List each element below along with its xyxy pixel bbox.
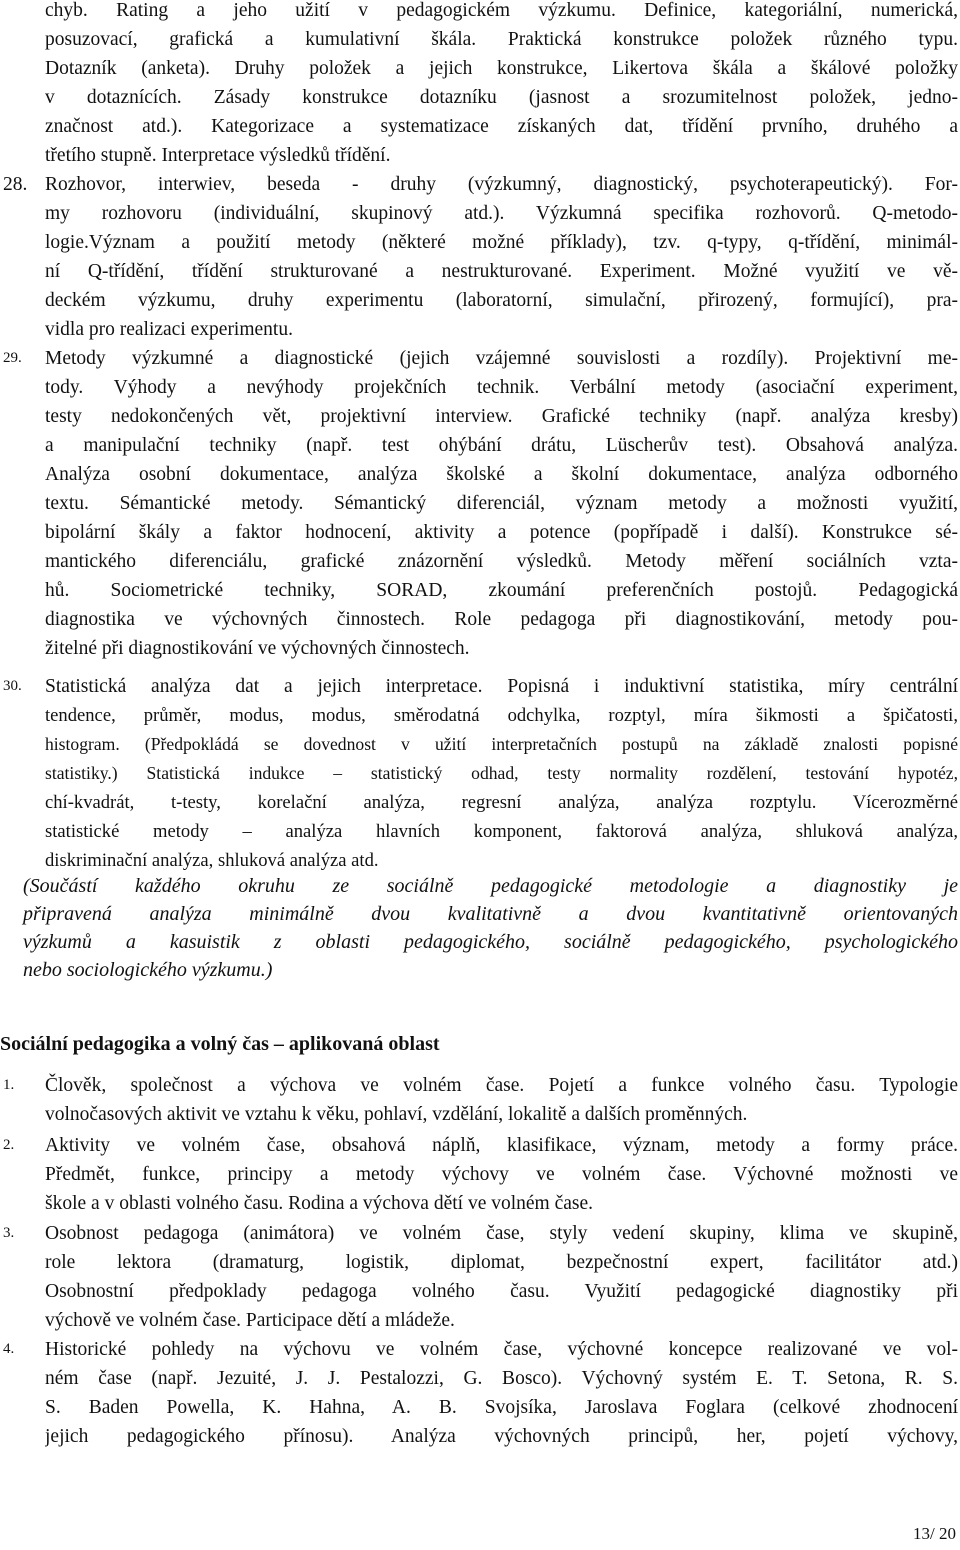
- section-text: [45, 344, 958, 663]
- topic-number: 2.: [3, 1137, 15, 1153]
- text-line: Předmět, funkce, principy a metody výchovy ve volném čase. Výchovné možnosti ve: [45, 1164, 958, 1185]
- text-line: diskriminační analýza, shluková analýza atd.: [45, 850, 379, 871]
- text-line: ní Q-třídění, třídění strukturované a nestrukturované. Experiment. Možné využití ve vě-: [45, 261, 958, 282]
- text-line: statistiky.) Statistická indukce – statistický odhad, testy normality rozdělení, testování hypotéz,: [45, 763, 958, 783]
- text-line: třetího stupně. Interpretace výsledků třídění.: [45, 145, 391, 166]
- text-line: žitelné při diagnostikování ve výchovných činnostech.: [45, 638, 470, 659]
- text-line: mantického diferenciálu, grafické znázornění výsledků. Metody měření sociálních vzta-: [45, 551, 958, 572]
- text-line: textu. Sémantické metody. Sémantický diferenciál, význam metody a možnosti využití,: [45, 493, 958, 514]
- text-line: výchově ve volném čase. Participace dětí a mládeže.: [45, 1310, 455, 1331]
- topic-number: 3.: [3, 1225, 15, 1241]
- text-line: ném čase (např. Jezuité, J. J. Pestalozzi, G. Bosco). Výchovný systém E. T. Setona, R. S.: [45, 1368, 958, 1389]
- section-number: 29.: [3, 350, 22, 366]
- text-line: testy nedokončených vět, projektivní interview. Grafické techniky (např. analýza kresby): [45, 406, 958, 427]
- text-line: (Součástí každého okruhu ze sociálně pedagogické metodologie a diagnostiky je: [23, 875, 958, 897]
- text-line: hů. Sociometrické techniky, SORAD, zkoumání preferenčních postojů. Pedagogická: [45, 580, 958, 601]
- text-line: Člověk, společnost a výchova ve volném čase. Pojetí a funkce volného času. Typologie: [45, 1075, 958, 1096]
- text-line: Historické pohledy na výchovu ve volném čase, výchovné koncepce realizované ve vol-: [45, 1339, 958, 1360]
- section-heading: Sociální pedagogika a volný čas – aplikovaná oblast: [0, 1033, 440, 1055]
- topic-text: [45, 1335, 958, 1451]
- text-line: Osobnostní předpoklady pedagoga volného času. Využití pedagogické diagnostiky při: [45, 1281, 958, 1302]
- text-line: nebo sociologického výzkumu.): [23, 959, 273, 981]
- text-line: vidla pro realizaci experimentu.: [45, 319, 293, 340]
- topic-text: [45, 1219, 958, 1335]
- topic-text: [45, 1071, 958, 1129]
- text-line: diagnostika ve výchovných činnostech. Role pedagoga při diagnostikování, metody pou-: [45, 609, 958, 630]
- text-line: volnočasových aktivit ve vztahu k věku, pohlaví, vzdělání, lokalitě a dalších proměnných.: [45, 1104, 748, 1125]
- text-line: jejich pedagogického přínosu). Analýza výchovných principů, her, pojetí výchovy,: [45, 1426, 958, 1447]
- topic-text: [45, 1131, 958, 1218]
- text-line: připravená analýza minimálně dvou kvalitativně a dvou kvantitativně orientovaných: [23, 903, 958, 925]
- text-line: Osobnost pedagoga (animátora) ve volném čase, styly vedení skupiny, klima ve skupině,: [45, 1223, 958, 1244]
- topic-number: 1.: [3, 1077, 15, 1093]
- text-line: Metody výzkumné a diagnostické (jejich vzájemné souvislosti a rozdíly). Projektivní me-: [45, 348, 958, 369]
- text-line: logie.Význam a použití metody (některé možné příklady), tzv. q-typy, q-třídění, minimál-: [45, 232, 958, 253]
- text-line: Analýza osobní dokumentace, analýza školské a školní dokumentace, analýza odborného: [45, 464, 958, 485]
- continuation-text: [45, 0, 958, 170]
- text-line: chí-kvadrát, t-testy, korelační analýza, regresní analýza, analýza rozptylu. Vícerozměrné: [45, 792, 958, 813]
- text-line: škole a v oblasti volného času. Rodina a výchova dětí ve volném čase.: [45, 1193, 594, 1214]
- note-block: [23, 872, 958, 984]
- section-text: [45, 170, 958, 344]
- text-line: Statistická analýza dat a jejich interpretace. Popisná i induktivní statistika, míry centrální: [45, 676, 958, 697]
- section-text: [45, 672, 958, 875]
- text-line: my rozhovoru (individuální, skupinový atd.). Výzkumná specifika rozhovorů. Q-metodo-: [45, 203, 958, 224]
- text-line: v dotaznících. Zásady konstrukce dotazníku (jasnost a srozumitelnost položek, jedno-: [45, 87, 958, 108]
- page-number: 13/ 20: [913, 1524, 956, 1543]
- text-line: Dotazník (anketa). Druhy položek a jejich konstrukce, Likertova škála a škálové položky: [45, 58, 958, 79]
- text-line: statistické metody – analýza hlavních komponent, faktorová analýza, shluková analýza,: [45, 821, 958, 842]
- text-line: Aktivity ve volném čase, obsahová náplň, klasifikace, význam, metody a formy práce.: [45, 1135, 958, 1156]
- section-number: 30.: [3, 678, 22, 694]
- text-line: a manipulační techniky (např. test ohýbání drátu, Lüscherův test). Obsahová analýza.: [45, 435, 958, 456]
- text-line: značnost atd.). Kategorizace a systematizace získaných dat, třídění prvního, druhého a: [45, 116, 958, 137]
- topic-number: 4.: [3, 1341, 15, 1357]
- text-line: histogram. (Předpokládá se dovednost v užití interpretačních postupů na základě znalosti popisné: [45, 734, 958, 754]
- text-line: bipolární škály a faktor hodnocení, aktivity a potence (popřípadě i další). Konstrukce sé-: [45, 522, 958, 543]
- text-line: chyb. Rating a jeho užití v pedagogickém výzkumu. Definice, kategoriální, numerická,: [45, 0, 958, 21]
- text-line: posuzovací, grafická a kumulativní škála. Praktická konstrukce položek různého typu.: [45, 29, 958, 50]
- text-line: výzkumů a kasuistik z oblasti pedagogického, sociálně pedagogického, psychologického: [23, 931, 958, 953]
- text-line: deckém výzkumu, druhy experimentu (laboratorní, simulační, přirozený, formující), pra-: [45, 290, 958, 311]
- text-line: S. Baden Powella, K. Hahna, A. B. Svojsíka, Jaroslava Foglara (celkové zhodnocení: [45, 1397, 958, 1418]
- text-line: tody. Výhody a nevýhody projekčních technik. Verbální metody (asociační experiment,: [45, 377, 958, 398]
- text-line: role lektora (dramaturg, logistik, diplomat, bezpečnostní expert, facilitátor atd.): [45, 1252, 958, 1273]
- text-line: Rozhovor, interwiev, beseda - druhy (výzkumný, diagnostický, psychoterapeutický). For-: [45, 174, 958, 195]
- section-number: 28.: [3, 174, 28, 195]
- text-line: tendence, průměr, modus, modus, směrodatná odchylka, rozptyl, míra šikmosti a špičatosti,: [45, 705, 958, 726]
